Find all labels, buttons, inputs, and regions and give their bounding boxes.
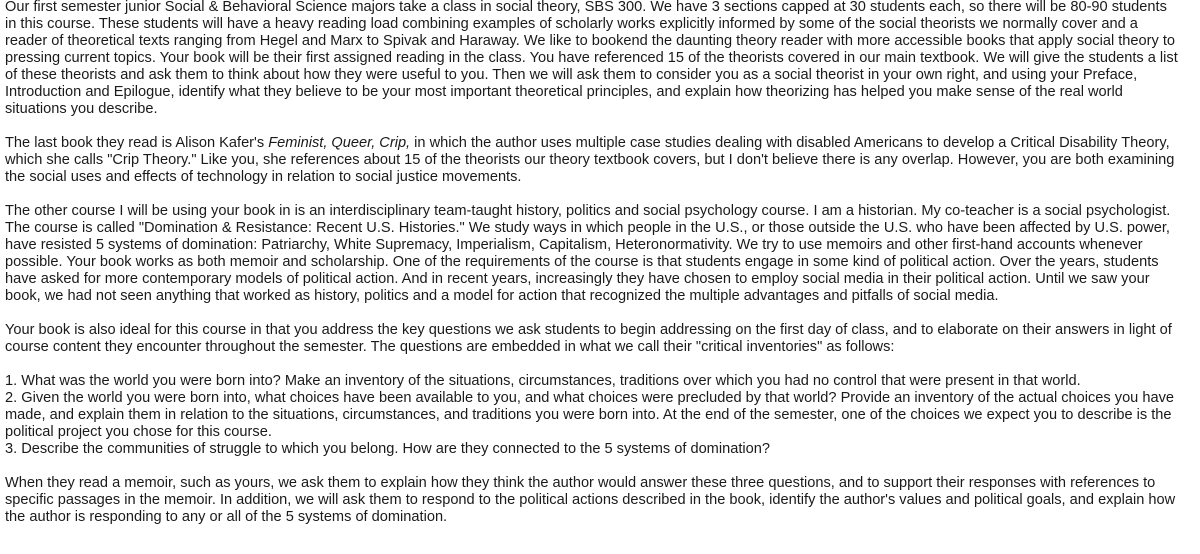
paragraph-memoir-assignment: When they read a memoir, such as yours, we ask them to explain how they think the author would answer these three questions, and to support their responses with references to specific passages in the memoir. In addition, we will ask them to respond to the political actions described in the book, identify the author's values and political goals, and explain how the author is responding to any or all of the 5 systems of domination. [5, 475, 1176, 525]
question-item-3: 3. Describe the communities of struggle to which you belong. How are they connected to the 5 systems of domination? [5, 441, 770, 457]
question-item-1: 1. What was the world you were born into? Make an inventory of the situations, circumstances, traditions over which you had no control that were present in that world. [5, 373, 1081, 389]
critical-inventory-questions [5, 373, 1178, 458]
paragraph-kafer-book [5, 135, 1178, 186]
paragraph-kafer-intro: The last book they read is Alison Kafer's [5, 135, 269, 151]
paragraph-kafer-rest: in which the author uses multiple case studies dealing with disabled Americans to develop a Critical Disability Theory, which she calls "Crip Theory." Like you, she references about 15 of the theorists our theory textbook covers, but I don't believe there is any overlap. However, you are both examining the social uses and effects of technology in relation to social justice movements. [5, 135, 1175, 185]
book-title-feminist-queer-crip: Feminist, Queer, Crip, [268, 135, 411, 151]
paragraph-domination-resistance-course: The other course I will be using your book in is an interdisciplinary team-taught history, politics and social psychology course. I am a historian. My co-teacher is a social psychologist. The course is called "Domination & Resistance: Recent U.S. Histories." We study ways in which people in the U.S., or those outside the U.S. who have been affected by U.S. power, have resisted 5 systems of domination: Patriarchy, White Supremacy, Imperialism, Capitalism, Heteronormativity. We try to use memoirs and other first-hand accounts whenever possible. Your book works as both memoir and scholarship. One of the requirements of the course is that students engage in some kind of political action. Over the years, students have asked for more contemporary models of political action. And in recent years, increasingly they have chosen to employ social media in their political action. Until we saw your book, we had not seen anything that worked as history, politics and a model for action that recognized the multiple advantages and pitfalls of social media. [5, 203, 1171, 304]
paragraph-social-theory-course: Our first semester junior Social & Behavioral Science majors take a class in social theory, SBS 300. We have 3 sections capped at 30 students each, so there will be 80-90 students in this course. These students will have a heavy reading load combining examples of scholarly works explicitly informed by some of the social theorists we normally cover and a reader of theoretical texts ranging from Hegel and Marx to Spivak and Haraway. We like to bookend the daunting theory reader with more accessible books that apply social theory to pressing current topics. Your book will be their first assigned reading in the class. You have referenced 15 of the theorists covered in our main textbook. We will give the students a list of these theorists and ask them to think about how they were useful to you. Then we will ask them to consider you as a social theorist in your own right, and using your Preface, Introduction and Epilogue, identify what they believe to be your most important theoretical principles, and explain how theorizing has helped you make sense of the real world situations you describe. [5, 0, 1178, 117]
paragraph-critical-inventories: Your book is also ideal for this course in that you address the key questions we ask students to begin addressing on the first day of class, and to elaborate on their answers in light of course content they encounter throughout the semester. The questions are embedded in what we call their "critical inventories" as follows: [5, 322, 1172, 355]
question-item-2: 2. Given the world you were born into, what choices have been available to you, and what choices were precluded by that world? Provide an inventory of the actual choices you have made, and explain them in relation to the situations, circumstances, and traditions you were born into. At the end of the semester, one of the choices we expect you to describe is the political project you chose for this course. [5, 390, 1175, 440]
